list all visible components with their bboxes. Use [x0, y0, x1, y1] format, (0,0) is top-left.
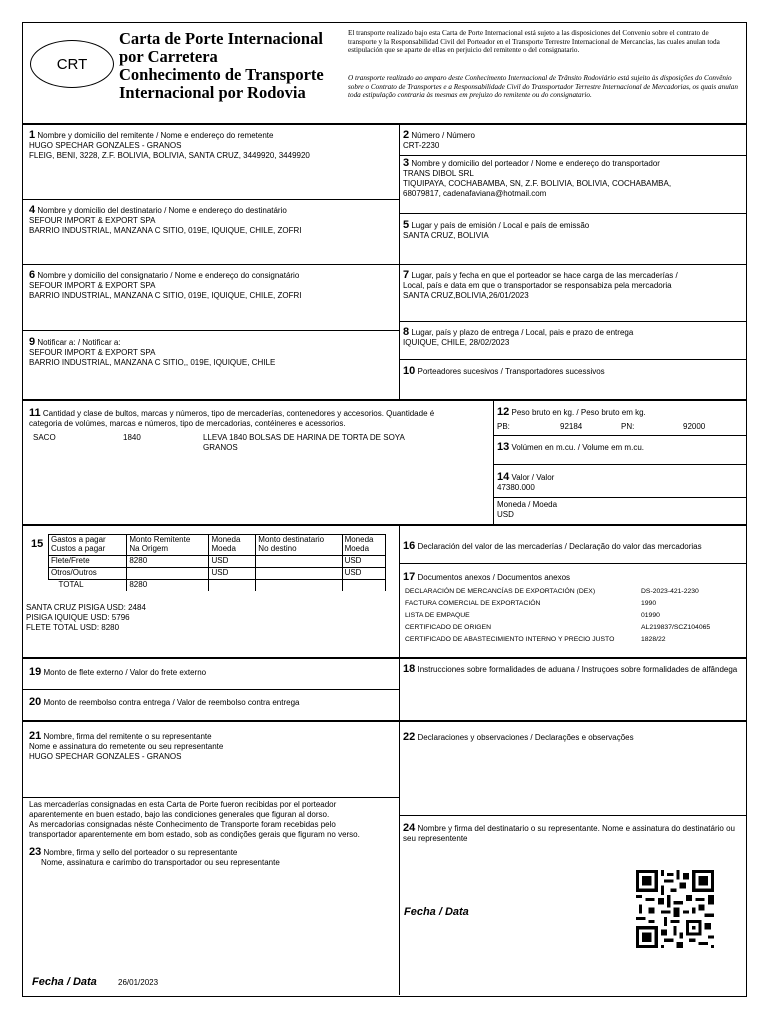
notice-spanish: El transporte realizado bajo esta Carta de Porte Internacional está sujeto a las disposiciones del Convenio sobre el contrato de transporte y la Responsabilidad Civil del Porteador en el Transporte Terrestre Internacional de Mercancías, las cuales anulan toda estipulación que se aparte de ellas en perjuicio del remitente o del consignatario. [348, 29, 720, 54]
freight-note: FLETE TOTAL USD: 8280 [26, 623, 120, 632]
box-11-goods [29, 408, 489, 429]
notify-name: SEFOUR IMPORT & EXPORT SPA [29, 348, 156, 357]
box-label: Lugar y país de emisión / Local e país de emissão [411, 221, 590, 230]
currency-label: Moneda / Moeda [497, 500, 558, 509]
divider [493, 399, 494, 525]
box-number: 21 [29, 730, 42, 742]
box-label: Notificar a: / Notificar a: [37, 338, 121, 347]
pn-label: PN: [621, 422, 635, 431]
divider [22, 199, 400, 200]
box-14-value [497, 472, 742, 493]
box-label: Nombre y domicilio del destinatario / Nome e endereço do destinatário [37, 206, 287, 215]
box-number: 9 [29, 336, 36, 348]
box-16-declared-value [403, 541, 743, 552]
list-item: CERTIFICADO DE ORIGEN AL219837/SCZ104065 [405, 624, 711, 631]
divider [399, 359, 746, 360]
cell: USD [342, 556, 385, 568]
cell: Otros/Outros [49, 568, 127, 580]
cell: Flete/Frete [49, 556, 127, 568]
divider [22, 797, 400, 798]
box-10-successive-carriers [403, 366, 741, 377]
divider [22, 657, 746, 659]
box-number: 23 [29, 846, 42, 858]
box-label: Nombre y domicilio del porteador / Nome e endereço do transportador [411, 159, 660, 168]
goods-description: LLEVA 1840 BOLSAS DE HARINA DE TORTA DE SOYA [203, 433, 405, 442]
notify-address: BARRIO INDUSTRIAL, MANZANA C SITIO,, 019E, IQUIQUE, CHILE [29, 358, 276, 367]
cell [256, 556, 342, 568]
recipient-name: SEFOUR IMPORT & EXPORT SPA [29, 216, 156, 225]
box-number: 8 [403, 326, 410, 338]
divider [22, 123, 746, 125]
header-cell: Moneda Moeda [209, 535, 256, 556]
qr-code-icon [636, 870, 714, 948]
goods-description-2: GRANOS [203, 443, 238, 452]
box-2-number [403, 130, 738, 151]
box-label: Documentos anexos / Documentos anexos [417, 573, 571, 582]
title-line: por Carretera [119, 47, 218, 66]
box-number: 1 [29, 129, 36, 141]
list-item: DECLARACIÓN DE MERCANCÍAS DE EXPORTACIÓN (DEX) DS-2023-421-2230 [405, 588, 699, 595]
cell: USD [342, 568, 385, 580]
documents-list [405, 587, 745, 655]
crt-logo [30, 40, 114, 88]
box-number: 2 [403, 129, 410, 141]
cell: 8280 [127, 556, 209, 568]
title-line: Carta de Porte Internacional [119, 29, 323, 48]
box-number: 19 [29, 666, 42, 678]
box-label: Nombre, firma del remitente o su representante [43, 732, 212, 741]
box-5-emission [403, 220, 738, 241]
box-label: Instrucciones sobre formalidades de aduana / Instruçoes sobre formalidades de alfândega [417, 665, 738, 674]
box-label: Nombre, firma y sello del porteador o su representante [43, 848, 238, 857]
freight-notes [26, 603, 146, 633]
recipient-date-label: Fecha / Data [404, 906, 469, 918]
box-9-notify [29, 337, 394, 368]
box-8-delivery [403, 327, 741, 348]
title-line: Conhecimento de Transporte [119, 65, 324, 84]
goods-class: SACO [33, 433, 56, 442]
box-4-recipient [29, 205, 394, 236]
box-number: 14 [497, 471, 510, 483]
box-6-consignee [29, 270, 394, 301]
carrier-name: TRANS DIBOL SRL [403, 169, 474, 178]
box-label: Lugar, país y fecha en que el porteador se hace carga de las mercaderías / [411, 271, 678, 280]
cell [256, 568, 342, 580]
box-19-external-freight [29, 667, 394, 678]
divider [399, 264, 746, 265]
document-title [119, 30, 347, 102]
box-label-pt: Nome, assinatura e carimbo do transportador ou seu representante [41, 858, 280, 867]
table-row [49, 580, 386, 592]
carrier-contact: 68079817, cadenafaviana@hotmail.com [403, 189, 547, 198]
box-label: Monto de reembolso contra entrega / Valor de reembolso contra entrega [43, 698, 300, 707]
box-number: 22 [403, 731, 416, 743]
box-3-carrier [403, 158, 741, 199]
header-cell: Moneda Moeda [342, 535, 385, 556]
divider [399, 155, 746, 156]
box-7-pickup [403, 270, 741, 301]
cell: TOTAL [49, 580, 127, 592]
divider [22, 720, 746, 722]
box-number: 15 [31, 538, 44, 550]
cell [127, 568, 209, 580]
box-number: 10 [403, 365, 416, 377]
box-20-cod [29, 697, 394, 708]
box-label-pt: Local, país e data em que o transportador se responsabiza pela mercadoria [403, 281, 672, 290]
divider [399, 321, 746, 322]
currency-value: USD [497, 510, 514, 519]
box-label-pt: Nome e assinatura do remetente ou seu representante [29, 742, 224, 751]
pn-value: 92000 [683, 422, 706, 431]
divider [493, 464, 746, 465]
goods-quantity: 1840 [123, 433, 141, 442]
box-label: Declaración del valor de las mercaderías / Declaração do valor das mercadorias [417, 542, 702, 551]
box-12-gross-weight [497, 407, 742, 418]
goods-value: 47380.000 [497, 483, 535, 492]
box-number: 16 [403, 540, 416, 552]
divider [22, 264, 400, 265]
list-item: FACTURA COMERCIAL DE EXPORTACIÓN 1990 [405, 600, 657, 607]
cell: USD [209, 556, 256, 568]
cell: 8280 [127, 580, 209, 592]
box-22-observations [403, 732, 741, 743]
carrier-address: TIQUIPAYA, COCHABAMBA, SN, Z.F. BOLIVIA, BOLIVIA, COCHABAMBA, [403, 179, 672, 188]
box-label: Lugar, país y plazo de entrega / Local, pais e prazo de entrega [411, 328, 634, 337]
cell [256, 580, 342, 592]
divider [399, 524, 400, 995]
header-cell: Gastos a pagar Custos a pagar [49, 535, 127, 556]
box-number: 4 [29, 204, 36, 216]
divider [493, 497, 746, 498]
cell [342, 580, 385, 592]
freight-costs-table [48, 534, 386, 591]
box-number: 20 [29, 696, 42, 708]
box-number: 11 [29, 407, 41, 419]
box-number: 17 [403, 571, 416, 583]
box-17-attached-docs [403, 572, 743, 583]
divider [493, 435, 746, 436]
box-1-sender [29, 130, 394, 161]
list-item: LISTA DE EMPAQUE 01990 [405, 612, 660, 619]
box-21-sender-signature [29, 731, 394, 762]
box-label: Peso bruto en kg. / Peso bruto em kg. [511, 408, 646, 417]
box-label-pt: categoria de volúmes, marcas e números, tipo de mercadorias, contéineres e acessorios. [29, 419, 346, 428]
divider [22, 330, 400, 331]
box-label: Cantidad y clase de bultos, marcas y números, tipo de mercaderías, contenedores y accesorios. Quantidade é [42, 409, 435, 418]
box-label: Nombre y domicilio del consignatario / Nome e endereço do consignatário [37, 271, 300, 280]
box-number: 12 [497, 406, 510, 418]
box-label: Valor / Valor [511, 473, 555, 482]
consignee-address: BARRIO INDUSTRIAL, MANZANA C SITIO, 019E, IQUIQUE, CHILE, ZOFRI [29, 291, 302, 300]
box-24-recipient-signature [403, 823, 741, 844]
box-label: Porteadores sucesivos / Transportadores sucessivos [417, 367, 605, 376]
currency-block [497, 500, 742, 520]
pb-label: PB: [497, 422, 510, 431]
emission-place: SANTA CRUZ, BOLIVIA [403, 231, 489, 240]
box-number: 6 [29, 269, 36, 281]
notice-portuguese: O transporte realizado ao amparo deste Conhecimento Internacional de Trânsito Rodoviário está sujeito às disposições do Convênio sobre o Contrato de Transportes e a Responsabilidade Civil do Transportador Terrestre Internacional de Mercadorias, os quais anulan toda estipulação contraria às mesmas em prejuizo do remitente ou do consignatario. [348, 74, 738, 99]
receipt-statement: Las mercaderías consignadas en esta Carta de Porte fueron recibidas por el porteador aparentemente en buen estado, bajo las condiciones generales que figuran al dorso. As mercadorias consignadas néste Conhecimento de Transporte foram recebidas pelo transportador aparentemente em bom estado, sob as condições gerais que figuram no verso. [29, 800, 360, 839]
box-label: Nombre y domicilio del remitente / Nome e endereço do remetente [37, 131, 274, 140]
box-number: 7 [403, 269, 410, 281]
box-number: 24 [403, 822, 416, 834]
sender-name: HUGO SPECHAR GONZALES - GRANOS [29, 141, 182, 150]
box-13-volume [497, 442, 742, 453]
box-label: Número / Número [411, 131, 475, 140]
table-row [49, 568, 386, 580]
title-line: Internacional por Rodovia [119, 83, 306, 102]
divider [399, 213, 746, 214]
box-number: 3 [403, 157, 410, 169]
box-number: 5 [403, 219, 410, 231]
delivery-place-date: IQUIQUE, CHILE, 28/02/2023 [403, 338, 510, 347]
carrier-date-label: Fecha / Data [32, 976, 97, 988]
crt-number: CRT-2230 [403, 141, 440, 150]
box-number: 13 [497, 441, 510, 453]
consignee-name: SEFOUR IMPORT & EXPORT SPA [29, 281, 156, 290]
box-label: Nombre y firma del destinatario o su representante. Nome e assinatura do destinatário ou seu representente [403, 824, 735, 843]
carrier-date: 26/01/2023 [118, 978, 159, 987]
list-item: CERTIFICADO DE ABASTECIMIENTO INTERNO Y PRECIO JUSTO 1828/22 [405, 636, 666, 643]
pickup-place-date: SANTA CRUZ,BOLIVIA,26/01/2023 [403, 291, 529, 300]
recipient-address: BARRIO INDUSTRIAL, MANZANA C SITIO, 019E, IQUIQUE, CHILE, ZOFRI [29, 226, 302, 235]
header-cell: Monto destinatario No destino [256, 535, 342, 556]
divider [22, 524, 746, 526]
pb-value: 92184 [560, 422, 583, 431]
table-row [49, 556, 386, 568]
divider [399, 815, 746, 816]
divider [22, 689, 400, 690]
divider [399, 563, 746, 564]
table-header-row [49, 535, 386, 556]
box-23-carrier-signature [29, 847, 394, 868]
sender-address: FLEIG, BENI, 3228, Z.F. BOLIVIA, BOLIVIA, SANTA CRUZ, 3449920, 3449920 [29, 151, 310, 160]
box-label: Declaraciones y observaciones / Declarações e observações [417, 733, 634, 742]
cell [209, 580, 256, 592]
box-label: Volúmen en m.cu. / Volume em m.cu. [511, 443, 644, 452]
cell: USD [209, 568, 256, 580]
header-cell: Monto Remitente Na Origem [127, 535, 209, 556]
freight-note: SANTA CRUZ PISIGA USD: 2484 [26, 603, 146, 612]
freight-note: PISIGA IQUIQUE USD: 5796 [26, 613, 130, 622]
crt-text: CRT [56, 55, 88, 73]
divider [22, 399, 746, 401]
box-18-customs [403, 664, 741, 675]
box-label: Monto de flete externo / Valor do frete externo [43, 668, 207, 677]
box-number: 18 [403, 663, 416, 675]
sender-signatory: HUGO SPECHAR GONZALES - GRANOS [29, 752, 182, 761]
